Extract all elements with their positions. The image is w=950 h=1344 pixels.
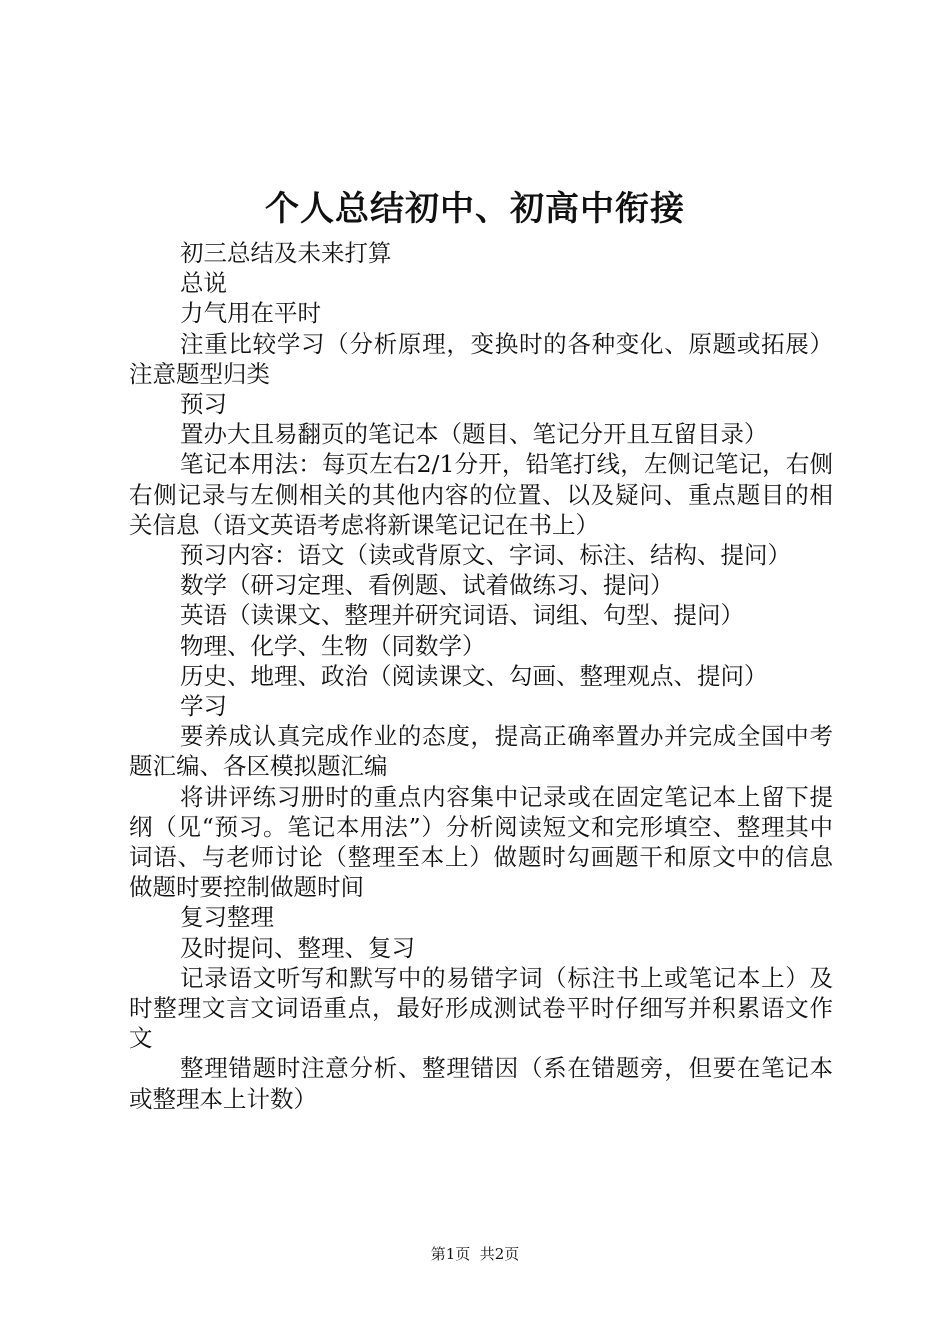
paragraph: 置办大且易翻页的笔记本（题目、笔记分开且互留目录）	[180, 420, 768, 449]
paragraph: 复习整理	[180, 903, 274, 932]
paragraph: 初三总结及未来打算	[180, 239, 392, 267]
paragraph: 预习	[180, 390, 227, 419]
paragraph: 物理、化学、生物（同数学）	[180, 631, 486, 660]
paragraph: 预习内容：语文（读或背原文、字词、标注、结构、提问）	[180, 541, 791, 570]
paragraph: 笔记本用法：每页左右2/1分开，铅笔打线，左侧记笔记，右侧右侧记录与左侧相关的其他内容的位置、以及疑问、重点题目的相关信息（语文英语考虑将新课笔记记在书上）	[129, 450, 833, 539]
paragraph: 注重比较学习（分析原理，变换时的各种变化、原题或拓展）注意题型归类	[129, 329, 833, 388]
document-title: 个人总结初中、初高中衔接	[265, 189, 685, 229]
paragraph: 学习	[180, 692, 227, 721]
paragraph: 总说	[180, 269, 227, 298]
paragraph: 英语（读课文、整理并研究词语、词组、句型、提问）	[180, 601, 744, 630]
paragraph: 整理错题时注意分析、整理错因（系在错题旁，但要在笔记本或整理本上计数）	[129, 1054, 833, 1113]
paragraph: 数学（研习定理、看例题、试着做练习、提问）	[180, 571, 674, 600]
paragraph: 记录语文听写和默写中的易错字词（标注书上或笔记本上）及时整理文言文词语重点，最好形成测试卷平时仔细写并积累语文作文	[129, 963, 833, 1053]
paragraph: 将讲评练习册时的重点内容集中记录或在固定笔记本上留下提纲（见“预习。笔记本用法”）分析阅读短文和完形填空、整理其中词语、与老师讨论（整理至本上）做题时勾画题干和原文中的信息做题时要控制做题时间	[129, 782, 833, 902]
paragraph: 历史、地理、政治（阅读课文、勾画、整理观点、提问）	[180, 661, 768, 690]
page-footer: 第1页 共2页	[430, 1245, 520, 1263]
paragraph: 要养成认真完成作业的态度，提高正确率置办并完成全国中考题汇编、各区模拟题汇编	[129, 722, 833, 781]
paragraph: 及时提问、整理、复习	[180, 933, 415, 962]
document-body	[129, 238, 833, 1114]
paragraph: 力气用在平时	[180, 299, 321, 328]
